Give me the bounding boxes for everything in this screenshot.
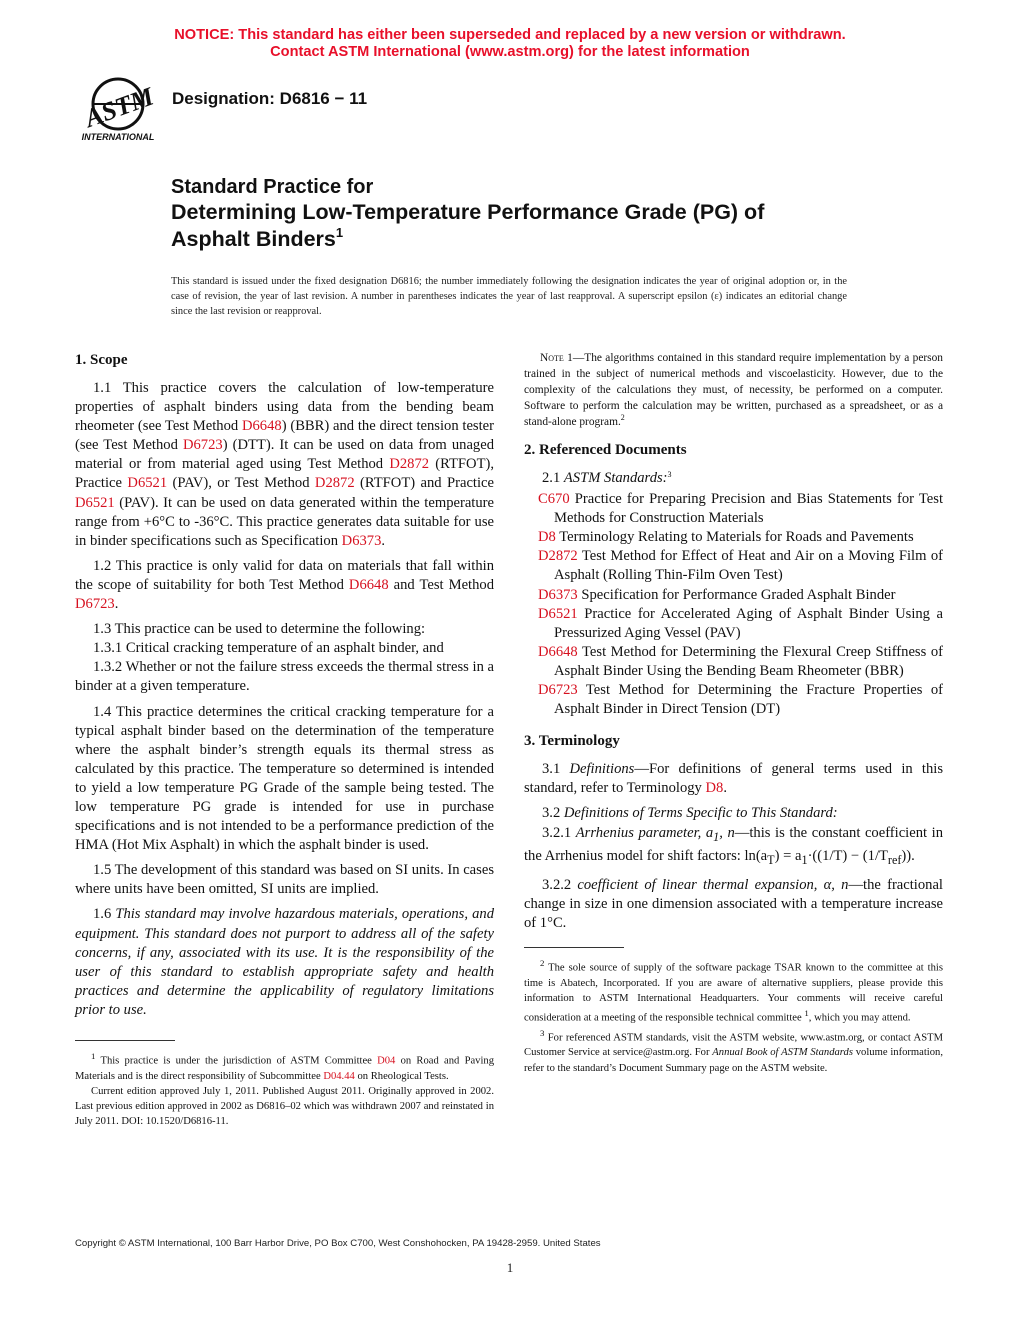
copyright-footer: Copyright © ASTM International, 100 Barr Harbor Drive, PO Box C700, West Conshohocken, PA 19428-2959. United States bbox=[75, 1238, 601, 1249]
footnote-3: $^3$ For referenced ASTM standards, visit the ASTM website, www.astm.org, or contact ASTM Customer Service at service@astm.org. For Annual Book of ASTM Standards volume information, refer to the standard’s Document Summary page on the ASTM website. bbox=[524, 1027, 943, 1074]
footnote-rule bbox=[75, 1040, 175, 1041]
title-line-3: Asphalt Binders$^1$ bbox=[171, 225, 344, 251]
reference-d8: D8 Terminology Relating to Materials for Roads and Pavements bbox=[538, 529, 914, 546]
link-d6521[interactable]: D6521 bbox=[538, 605, 578, 622]
preamble: This standard is issued under the fixed designation D6816; the number immediately following the designation indicates the year of original adoption or, in the case of revision, the year of last revision. A number in parentheses indicates the year of last reapproval. A superscript epsilon (ε) indicates an editorial change since the last revision or reapproval. bbox=[171, 276, 847, 317]
para-1-5: 1.5 The development of this standard was based on SI units. In cases where units have been omitted, SI units are implied. bbox=[75, 862, 494, 898]
astm-logo-icon bbox=[76, 76, 160, 144]
svg-text:INTERNATIONAL: INTERNATIONAL bbox=[81, 132, 155, 142]
link-d6521[interactable]: D6521 bbox=[75, 494, 115, 511]
svg-text:ASTM: ASTM bbox=[80, 81, 158, 134]
link-d6648[interactable]: D6648 bbox=[348, 576, 389, 593]
para-3-2-1: 3.2.1 Arrhenius parameter, $a_1$, n—this is the constant coefficient in the Arrhenius model for shift factors: $\ln(a_T) = a_1\cdot((1/T) - (1/T_{ref}))$. bbox=[524, 824, 943, 867]
footnote-rule bbox=[524, 947, 624, 948]
section-1-heading: 1. Scope bbox=[75, 352, 128, 368]
astm-logo bbox=[76, 76, 160, 144]
notice-banner bbox=[0, 27, 1020, 61]
section-2-heading: 2. Referenced Documents bbox=[524, 442, 687, 458]
reference-d6373: D6373 Specification for Performance Graded Asphalt Binder bbox=[538, 586, 896, 603]
title-footnote-mark[interactable]: 1 bbox=[335, 225, 344, 240]
para-1-1: 1.1 This practice covers the calculation of low-temperature properties of asphalt binders using data from the bending beam rheometer (see Test Method D6648) (BBR) and the direct tension tester (see Test Method D6723) (DTT). It can be used on data from unaged material or from material aged using Test Method D2872 (RTFOT), Practice D6521 (PAV), or Test Method D2872 (RTFOT) and Practice D6521 (PAV). It can be used on data generated within the temperature range from +6°C to -36°C. This practice generates data suitable for use in binder specifications such as Specification D6373. bbox=[75, 380, 494, 549]
link-d6723[interactable]: D6723 bbox=[182, 437, 223, 454]
link-d8[interactable]: D8 bbox=[538, 529, 556, 546]
link-d6723[interactable]: D6723 bbox=[538, 682, 578, 699]
reference-d6648: D6648 Test Method for Determining the Flexural Creep Stiffness of Asphalt Binder Using the Bending Beam Rheometer (BBR) bbox=[538, 643, 943, 679]
link-d6648[interactable]: D6648 bbox=[538, 643, 578, 660]
link-d6648[interactable]: D6648 bbox=[241, 418, 282, 435]
link-d8[interactable]: D8 bbox=[705, 780, 724, 797]
section-3-heading: 3. Terminology bbox=[524, 733, 620, 750]
document-title bbox=[171, 175, 951, 253]
reference-c670: C670 Practice for Preparing Precision and Bias Statements for Test Methods for Construction Materials bbox=[538, 491, 943, 527]
para-1-3-1: 1.3.1 Critical cracking temperature of an asphalt binder, and bbox=[93, 640, 444, 657]
note-1: Note 1—The algorithms contained in this standard require implementation by a person trained in the subject of numerical methods and viscoelasticity. However, due to the complexity of the calculations they must, of necessity, be performed on a computer. Software to perform the calculation may be written, purchased as a spreadsheet, or as a stand-alone program.$^2$ bbox=[524, 352, 943, 428]
link-d2872[interactable]: D2872 bbox=[314, 475, 355, 492]
right-column bbox=[524, 350, 943, 1076]
notice-line-2: Contact ASTM International (www.astm.org) for the latest information bbox=[270, 44, 750, 60]
reference-d6521: D6521 Practice for Accelerated Aging of Asphalt Binder Using a Pressurized Aging Vessel (PAV) bbox=[538, 605, 943, 641]
link-d6373[interactable]: D6373 bbox=[538, 586, 578, 603]
link-d2872[interactable]: D2872 bbox=[389, 456, 430, 473]
footnote-2: $^2$ The sole source of supply of the software package TSAR known to the committee at this time is Abatech, Incorporated. If you are aware of alternative suppliers, please provide this information to ASTM International Headquarters. Your comments will receive careful consideration at a meeting of the responsible technical committee $^1$, which you may attend. bbox=[524, 957, 943, 1024]
para-1-6: 1.6 This standard may involve hazardous materials, operations, and equipment. This standard does not purport to address all of the safety concerns, if any, associated with its use. It is the responsibility of the user of this standard to establish appropriate safety and health practices and determine the applicability of regulatory limitations prior to use. bbox=[75, 906, 494, 1018]
designation: Designation: D6816 − 11 bbox=[172, 89, 368, 108]
para-1-2: 1.2 This practice is only valid for data on materials that fall within the scope of suitability for both Test Method D6648 and Test Method D6723. bbox=[75, 557, 494, 613]
note-1-footnote-mark[interactable]: 2 bbox=[620, 413, 625, 422]
footnote-1-edition: Current edition approved July 1, 2011. Published August 2011. Originally approved in 2002. Last previous edition approved in 2002 as D6816–02 which was withdrawn 2007 and reinstated in July 2011. DOI: 10.1520/D6816-11. bbox=[75, 1085, 494, 1128]
reference-d6723: D6723 Test Method for Determining the Fracture Properties of Asphalt Binder in Direct Tension (DT) bbox=[538, 682, 943, 718]
link-subcommittee-d04-44[interactable]: D04.44 bbox=[323, 1070, 355, 1082]
notice-line-1: NOTICE: This standard has either been superseded and replaced by a new version or withdrawn. bbox=[174, 27, 846, 43]
link-d6723[interactable]: D6723 bbox=[75, 596, 115, 613]
para-2-1: 2.1 ASTM Standards:$^3$ bbox=[542, 470, 672, 486]
left-column bbox=[75, 350, 494, 1130]
link-d6521[interactable]: D6521 bbox=[127, 475, 168, 492]
para-3-2: 3.2 Definitions of Terms Specific to This Standard: bbox=[542, 805, 838, 822]
para-1-4: 1.4 This practice determines the critical cracking temperature for a typical asphalt binder based on the determination of the temperature where the asphalt binder’s strength equals its thermal stress as calculated by this practice. The temperature so determined is intended to yield a low temperature PG Grade of the sample being tested. The low temperature PG grade is intended for use in purchase specifications and is not intended to be a performance prediction of the HMA (Hot Mix Asphalt) in which the asphalt binder is used. bbox=[75, 703, 494, 854]
footnote-1: $^1$ This practice is under the jurisdiction of ASTM Committee D04 on Road and Paving Materials and is the direct responsibility of Subcommittee D04.44 on Rheological Tests. bbox=[75, 1051, 494, 1082]
reference-d2872: D2872 Test Method for Effect of Heat and Air on a Moving Film of Asphalt (Rolling Thin-Film Oven Test) bbox=[538, 548, 943, 584]
link-c670[interactable]: C670 bbox=[538, 491, 570, 508]
page-number: 1 bbox=[506, 1260, 514, 1275]
link-d2872[interactable]: D2872 bbox=[538, 548, 578, 565]
para-1-3: 1.3 This practice can be used to determine the following: bbox=[93, 621, 426, 638]
para-3-1: 3.1 Definitions—For definitions of general terms used in this standard, refer to Terminology D8. bbox=[524, 761, 943, 797]
link-d6373[interactable]: D6373 bbox=[341, 532, 382, 549]
para-3-2-2: 3.2.2 coefficient of linear thermal expansion, α, n—the fractional change in size in one dimension associated with a temperature increase of 1°C. bbox=[524, 876, 943, 931]
title-line-1: Standard Practice for bbox=[171, 176, 374, 198]
link-committee-d04[interactable]: D04 bbox=[377, 1055, 396, 1067]
title-line-2: Determining Low-Temperature Performance Grade (PG) of bbox=[171, 200, 765, 224]
para-1-3-2: 1.3.2 Whether or not the failure stress exceeds the thermal stress in a binder at a given temperature. bbox=[75, 659, 494, 695]
